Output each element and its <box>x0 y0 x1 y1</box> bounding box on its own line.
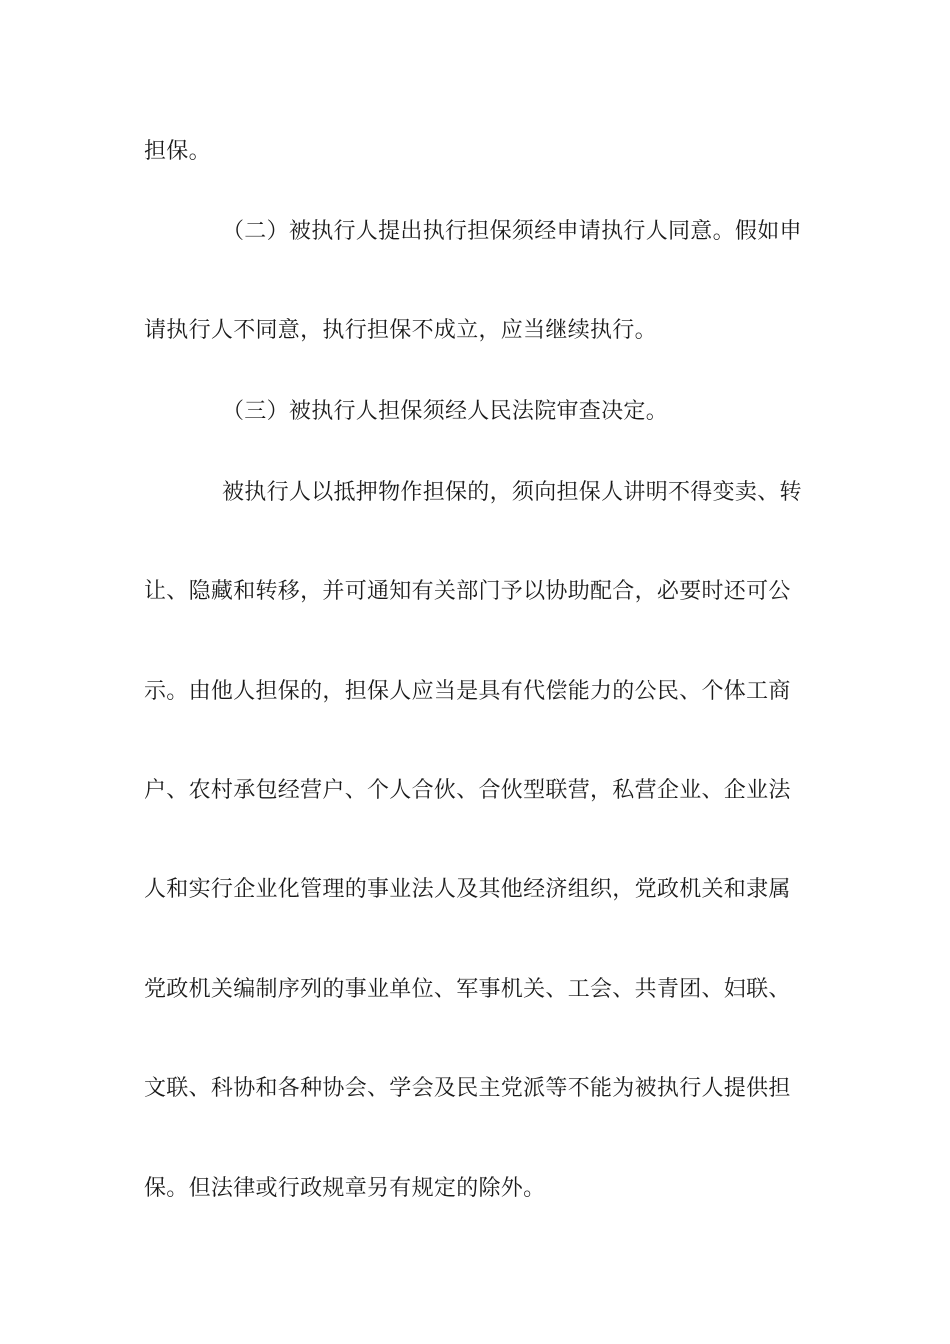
text-line: 户、农村承包经营户、个人合伙、合伙型联营，私营企业、企业法 <box>144 778 791 803</box>
text-line: （二）被执行人提出执行担保须经申请执行人同意。假如申 <box>222 219 802 244</box>
text-line: 被执行人以抵押物作担保的，须向担保人讲明不得变卖、转 <box>222 480 802 505</box>
text-line: 示。由他人担保的，担保人应当是具有代偿能力的公民、个体工商 <box>144 679 791 704</box>
text-line: （三）被执行人担保须经人民法院审查决定。 <box>222 399 669 424</box>
text-line: 保。但法律或行政规章另有规定的除外。 <box>144 1176 546 1201</box>
text-line: 担保。 <box>144 139 211 164</box>
text-line: 文联、科协和各种协会、学会及民主党派等不能为被执行人提供担 <box>144 1076 791 1101</box>
text-line: 让、隐藏和转移，并可通知有关部门予以协助配合，必要时还可公 <box>144 579 791 604</box>
text-line: 党政机关编制序列的事业单位、军事机关、工会、共青团、妇联、 <box>144 977 791 1002</box>
text-line: 人和实行企业化管理的事业法人及其他经济组织，党政机关和隶属 <box>144 877 791 902</box>
text-line: 请执行人不同意，执行担保不成立，应当继续执行。 <box>144 318 657 343</box>
